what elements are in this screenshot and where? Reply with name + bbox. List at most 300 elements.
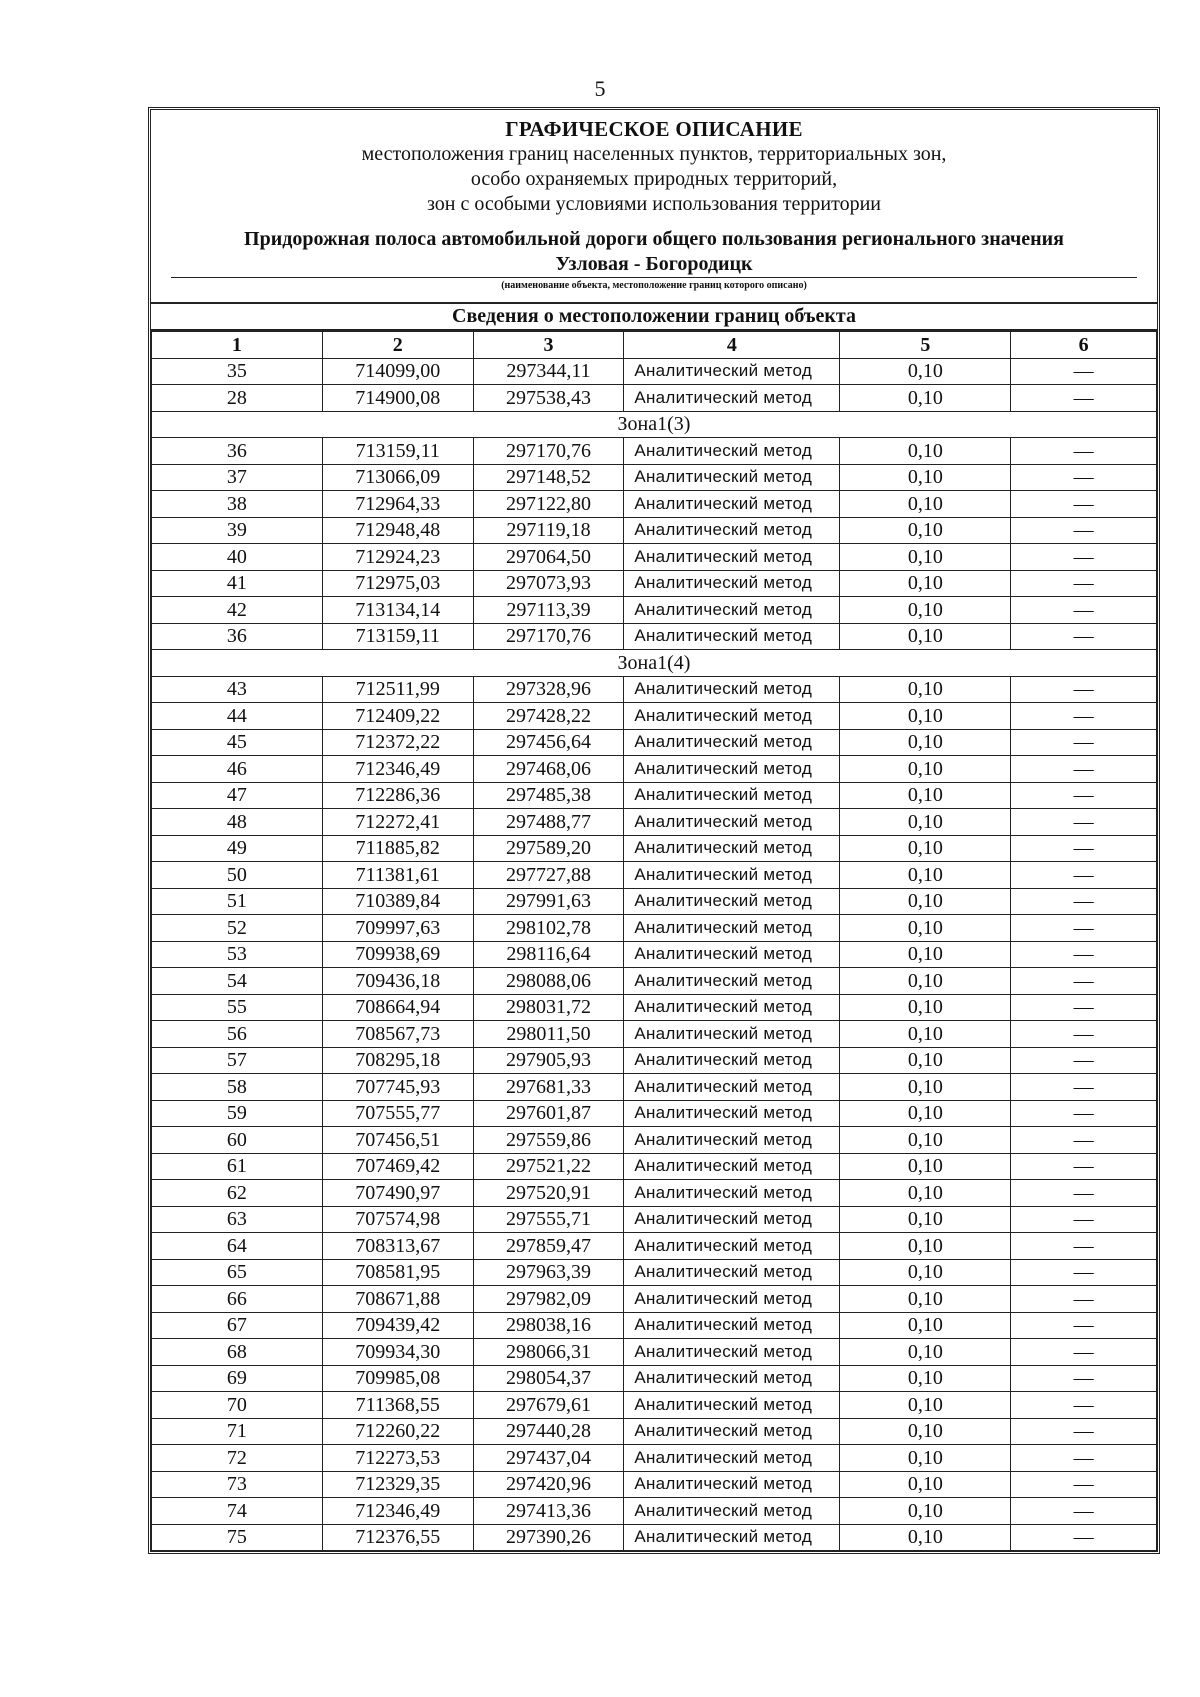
description-cell: — [1011,1312,1157,1339]
method-cell: Аналитический метод [624,835,840,862]
description-cell: — [1011,756,1157,783]
description-cell: — [1011,915,1157,942]
description-cell: — [1011,1021,1157,1048]
coord-y-cell: 297440,28 [473,1418,624,1445]
table-row [152,1445,1157,1472]
object-name-line-1: Придорожная полоса автомобильной дороги общего пользования регионального значения [244,228,1064,250]
coord-y-cell: 297559,86 [473,1127,624,1154]
precision-cell: 0,10 [840,570,1011,597]
method-cell: Аналитический метод [624,994,840,1021]
description-cell: — [1011,358,1157,385]
coord-y-cell: 297982,09 [473,1286,624,1313]
coord-x-cell: 713159,11 [322,623,473,650]
table-row [152,1471,1157,1498]
method-cell: Аналитический метод [624,597,840,624]
coord-x-cell: 712346,49 [322,1498,473,1525]
description-cell: — [1011,491,1157,518]
precision-cell: 0,10 [840,729,1011,756]
point-number-cell: 35 [152,358,323,385]
point-number-cell: 37 [152,464,323,491]
point-number-cell: 66 [152,1286,323,1313]
coord-x-cell: 709938,69 [322,941,473,968]
method-cell: Аналитический метод [624,385,840,412]
description-cell: — [1011,1127,1157,1154]
precision-cell: 0,10 [840,835,1011,862]
method-cell: Аналитический метод [624,888,840,915]
description-cell: — [1011,1471,1157,1498]
precision-cell: 0,10 [840,756,1011,783]
precision-cell: 0,10 [840,1445,1011,1472]
coord-x-cell: 708671,88 [322,1286,473,1313]
zone-label: Зона1(3) [152,411,1157,438]
point-number-cell: 59 [152,1100,323,1127]
coord-x-cell: 713066,09 [322,464,473,491]
coord-y-cell: 298011,50 [473,1021,624,1048]
precision-cell: 0,10 [840,1365,1011,1392]
description-cell: — [1011,835,1157,862]
description-cell: — [1011,1074,1157,1101]
coord-y-cell: 297119,18 [473,517,624,544]
coord-y-cell: 297681,33 [473,1074,624,1101]
table-row [152,1418,1157,1445]
coord-x-cell: 713159,11 [322,438,473,465]
coord-y-cell: 297963,39 [473,1259,624,1286]
coord-x-cell: 714099,00 [322,358,473,385]
coord-x-cell: 712964,33 [322,491,473,518]
coord-y-cell: 297538,43 [473,385,624,412]
description-cell: — [1011,809,1157,836]
table-row [152,1021,1157,1048]
method-cell: Аналитический метод [624,1180,840,1207]
coord-y-cell: 297328,96 [473,676,624,703]
table-row [152,464,1157,491]
precision-cell: 0,10 [840,676,1011,703]
coord-y-cell: 297601,87 [473,1100,624,1127]
precision-cell: 0,10 [840,491,1011,518]
coord-x-cell: 708567,73 [322,1021,473,1048]
coord-y-cell: 297555,71 [473,1206,624,1233]
coord-x-cell: 711885,82 [322,835,473,862]
description-cell: — [1011,517,1157,544]
coord-y-cell: 297437,04 [473,1445,624,1472]
precision-cell: 0,10 [840,888,1011,915]
coord-y-cell: 297859,47 [473,1233,624,1260]
point-number-cell: 57 [152,1047,323,1074]
method-cell: Аналитический метод [624,1074,840,1101]
precision-cell: 0,10 [840,968,1011,995]
method-cell: Аналитический метод [624,358,840,385]
table-row [152,1392,1157,1419]
description-cell: — [1011,1365,1157,1392]
point-number-cell: 42 [152,597,323,624]
column-header: 1 [152,332,323,359]
method-cell: Аналитический метод [624,464,840,491]
coord-y-cell: 297428,22 [473,703,624,730]
coord-y-cell: 298088,06 [473,968,624,995]
coord-x-cell: 714900,08 [322,385,473,412]
zone-label: Зона1(4) [152,650,1157,677]
point-number-cell: 64 [152,1233,323,1260]
point-number-cell: 47 [152,782,323,809]
table-row [152,1312,1157,1339]
coord-y-cell: 298031,72 [473,994,624,1021]
method-cell: Аналитический метод [624,1286,840,1313]
point-number-cell: 49 [152,835,323,862]
point-number-cell: 51 [152,888,323,915]
description-cell: — [1011,1233,1157,1260]
coord-x-cell: 708581,95 [322,1259,473,1286]
precision-cell: 0,10 [840,1471,1011,1498]
table-row [152,1180,1157,1207]
table-row [152,703,1157,730]
precision-cell: 0,10 [840,544,1011,571]
table-row [152,623,1157,650]
method-cell: Аналитический метод [624,1498,840,1525]
description-cell: — [1011,703,1157,730]
precision-cell: 0,10 [840,1180,1011,1207]
coord-x-cell: 712376,55 [322,1524,473,1551]
coord-y-cell: 297170,76 [473,438,624,465]
description-cell: — [1011,1445,1157,1472]
zone-row [152,650,1157,677]
precision-cell: 0,10 [840,1392,1011,1419]
subtitle-line-3: зон с особыми условиями использования территории [426,193,882,215]
coord-x-cell: 708664,94 [322,994,473,1021]
precision-cell: 0,10 [840,941,1011,968]
coord-x-cell: 712924,23 [322,544,473,571]
coord-x-cell: 709439,42 [322,1312,473,1339]
table-row [152,385,1157,412]
description-cell: — [1011,1047,1157,1074]
precision-cell: 0,10 [840,385,1011,412]
coord-x-cell: 707745,93 [322,1074,473,1101]
coord-y-cell: 297122,80 [473,491,624,518]
coord-y-cell: 298116,64 [473,941,624,968]
coord-y-cell: 297113,39 [473,597,624,624]
point-number-cell: 52 [152,915,323,942]
description-cell: — [1011,544,1157,571]
table-row [152,941,1157,968]
precision-cell: 0,10 [840,1286,1011,1313]
coord-x-cell: 707555,77 [322,1100,473,1127]
document-title: ГРАФИЧЕСКОЕ ОПИСАНИЕ [505,117,803,141]
method-cell: Аналитический метод [624,1127,840,1154]
point-number-cell: 36 [152,623,323,650]
method-cell: Аналитический метод [624,1259,840,1286]
table-row [152,756,1157,783]
coord-y-cell: 297521,22 [473,1153,624,1180]
coord-x-cell: 708295,18 [322,1047,473,1074]
coord-x-cell: 712260,22 [322,1418,473,1445]
coord-x-cell: 709985,08 [322,1365,473,1392]
precision-cell: 0,10 [840,1074,1011,1101]
coord-y-cell: 297905,93 [473,1047,624,1074]
point-number-cell: 74 [152,1498,323,1525]
coord-y-cell: 297589,20 [473,835,624,862]
method-cell: Аналитический метод [624,623,840,650]
description-cell: — [1011,862,1157,889]
table-row [152,1339,1157,1366]
point-number-cell: 39 [152,517,323,544]
point-number-cell: 48 [152,809,323,836]
method-cell: Аналитический метод [624,703,840,730]
table-row [152,1153,1157,1180]
column-header: 6 [1011,332,1157,359]
document-header [151,110,1157,302]
table-row [152,862,1157,889]
table-row [152,438,1157,465]
coord-y-cell: 297488,77 [473,809,624,836]
method-cell: Аналитический метод [624,1233,840,1260]
object-name-caption: (наименование объекта, местоположение границ которого описано) [501,280,807,291]
method-cell: Аналитический метод [624,1153,840,1180]
coord-y-cell: 297420,96 [473,1471,624,1498]
precision-cell: 0,10 [840,464,1011,491]
table-row [152,835,1157,862]
description-cell: — [1011,597,1157,624]
coord-x-cell: 712975,03 [322,570,473,597]
table-body [152,358,1157,1551]
precision-cell: 0,10 [840,1312,1011,1339]
method-cell: Аналитический метод [624,1047,840,1074]
coord-x-cell: 712346,49 [322,756,473,783]
column-header: 2 [322,332,473,359]
method-cell: Аналитический метод [624,517,840,544]
table-row [152,570,1157,597]
coord-x-cell: 709997,63 [322,915,473,942]
method-cell: Аналитический метод [624,809,840,836]
description-cell: — [1011,1418,1157,1445]
point-number-cell: 72 [152,1445,323,1472]
coord-y-cell: 297679,61 [473,1392,624,1419]
precision-cell: 0,10 [840,994,1011,1021]
point-number-cell: 68 [152,1339,323,1366]
method-cell: Аналитический метод [624,1312,840,1339]
table-row [152,1127,1157,1154]
method-cell: Аналитический метод [624,676,840,703]
precision-cell: 0,10 [840,517,1011,544]
description-cell: — [1011,1206,1157,1233]
point-number-cell: 50 [152,862,323,889]
coord-y-cell: 298054,37 [473,1365,624,1392]
point-number-cell: 41 [152,570,323,597]
description-cell: — [1011,1286,1157,1313]
point-number-cell: 55 [152,994,323,1021]
coord-y-cell: 298102,78 [473,915,624,942]
subtitle-line-1: местоположения границ населенных пунктов, территориальных зон, [361,143,947,165]
method-cell: Аналитический метод [624,438,840,465]
point-number-cell: 43 [152,676,323,703]
description-cell: — [1011,994,1157,1021]
coord-y-cell: 297073,93 [473,570,624,597]
object-name-line-2: Узловая - Богородицк [555,253,753,275]
table-row [152,1524,1157,1551]
precision-cell: 0,10 [840,1021,1011,1048]
method-cell: Аналитический метод [624,941,840,968]
method-cell: Аналитический метод [624,729,840,756]
table-row [152,491,1157,518]
point-number-cell: 60 [152,1127,323,1154]
table-row [152,1286,1157,1313]
point-number-cell: 73 [152,1471,323,1498]
column-header: 3 [473,332,624,359]
description-cell: — [1011,676,1157,703]
method-cell: Аналитический метод [624,491,840,518]
precision-cell: 0,10 [840,1524,1011,1551]
table-row [152,597,1157,624]
description-cell: — [1011,1498,1157,1525]
precision-cell: 0,10 [840,438,1011,465]
table-row [152,994,1157,1021]
coord-x-cell: 712948,48 [322,517,473,544]
coordinates-table [151,331,1157,1551]
table-row [152,1047,1157,1074]
point-number-cell: 53 [152,941,323,968]
point-number-cell: 61 [152,1153,323,1180]
coord-y-cell: 297390,26 [473,1524,624,1551]
precision-cell: 0,10 [840,862,1011,889]
method-cell: Аналитический метод [624,915,840,942]
table-row [152,782,1157,809]
coord-x-cell: 712329,35 [322,1471,473,1498]
point-number-cell: 62 [152,1180,323,1207]
coord-y-cell: 297148,52 [473,464,624,491]
table-row [152,1259,1157,1286]
coord-x-cell: 707469,42 [322,1153,473,1180]
table-row [152,888,1157,915]
zone-row [152,411,1157,438]
method-cell: Аналитический метод [624,570,840,597]
table-row [152,1498,1157,1525]
description-cell: — [1011,1524,1157,1551]
method-cell: Аналитический метод [624,1100,840,1127]
method-cell: Аналитический метод [624,1471,840,1498]
method-cell: Аналитический метод [624,1206,840,1233]
point-number-cell: 36 [152,438,323,465]
column-header: 4 [624,332,840,359]
coord-y-cell: 297485,38 [473,782,624,809]
method-cell: Аналитический метод [624,1418,840,1445]
table-row [152,729,1157,756]
coord-y-cell: 297727,88 [473,862,624,889]
coord-x-cell: 712272,41 [322,809,473,836]
description-cell: — [1011,1100,1157,1127]
coord-x-cell: 712286,36 [322,782,473,809]
coord-y-cell: 297170,76 [473,623,624,650]
method-cell: Аналитический метод [624,1445,840,1472]
point-number-cell: 28 [152,385,323,412]
table-row [152,676,1157,703]
precision-cell: 0,10 [840,1339,1011,1366]
coord-x-cell: 711368,55 [322,1392,473,1419]
coord-x-cell: 712409,22 [322,703,473,730]
precision-cell: 0,10 [840,1153,1011,1180]
precision-cell: 0,10 [840,1206,1011,1233]
description-cell: — [1011,968,1157,995]
table-row [152,517,1157,544]
description-cell: — [1011,782,1157,809]
precision-cell: 0,10 [840,915,1011,942]
table-row [152,358,1157,385]
method-cell: Аналитический метод [624,544,840,571]
description-cell: — [1011,1180,1157,1207]
point-number-cell: 58 [152,1074,323,1101]
precision-cell: 0,10 [840,809,1011,836]
section-title: Сведения о местоположении границ объекта [151,302,1157,331]
table-row [152,1233,1157,1260]
method-cell: Аналитический метод [624,756,840,783]
coord-x-cell: 711381,61 [322,862,473,889]
coord-y-cell: 298066,31 [473,1339,624,1366]
point-number-cell: 69 [152,1365,323,1392]
coord-x-cell: 707490,97 [322,1180,473,1207]
coord-x-cell: 712372,22 [322,729,473,756]
point-number-cell: 75 [152,1524,323,1551]
coord-x-cell: 707574,98 [322,1206,473,1233]
coord-x-cell: 709934,30 [322,1339,473,1366]
point-number-cell: 54 [152,968,323,995]
description-cell: — [1011,438,1157,465]
point-number-cell: 56 [152,1021,323,1048]
point-number-cell: 70 [152,1392,323,1419]
precision-cell: 0,10 [840,1418,1011,1445]
description-cell: — [1011,1259,1157,1286]
point-number-cell: 40 [152,544,323,571]
description-cell: — [1011,1153,1157,1180]
description-cell: — [1011,570,1157,597]
point-number-cell: 67 [152,1312,323,1339]
description-cell: — [1011,1339,1157,1366]
coord-x-cell: 712273,53 [322,1445,473,1472]
coord-y-cell: 297064,50 [473,544,624,571]
coord-y-cell: 297468,06 [473,756,624,783]
document-frame [148,107,1160,1554]
method-cell: Аналитический метод [624,1524,840,1551]
point-number-cell: 71 [152,1418,323,1445]
table-row [152,915,1157,942]
table-row [152,1206,1157,1233]
description-cell: — [1011,888,1157,915]
coord-x-cell: 708313,67 [322,1233,473,1260]
column-header: 5 [840,332,1011,359]
coord-x-cell: 713134,14 [322,597,473,624]
subtitle-line-2: особо охраняемых природных территорий, [470,168,838,190]
coord-x-cell: 707456,51 [322,1127,473,1154]
precision-cell: 0,10 [840,1047,1011,1074]
precision-cell: 0,10 [840,1127,1011,1154]
point-number-cell: 38 [152,491,323,518]
point-number-cell: 45 [152,729,323,756]
precision-cell: 0,10 [840,358,1011,385]
coord-x-cell: 709436,18 [322,968,473,995]
description-cell: — [1011,623,1157,650]
point-number-cell: 63 [152,1206,323,1233]
coord-y-cell: 297991,63 [473,888,624,915]
point-number-cell: 65 [152,1259,323,1286]
method-cell: Аналитический метод [624,968,840,995]
table-header-row [152,332,1157,359]
coord-y-cell: 297344,11 [473,358,624,385]
description-cell: — [1011,464,1157,491]
precision-cell: 0,10 [840,703,1011,730]
method-cell: Аналитический метод [624,1392,840,1419]
coord-y-cell: 297456,64 [473,729,624,756]
table-row [152,1365,1157,1392]
method-cell: Аналитический метод [624,782,840,809]
coord-x-cell: 712511,99 [322,676,473,703]
precision-cell: 0,10 [840,623,1011,650]
coord-y-cell: 297520,91 [473,1180,624,1207]
